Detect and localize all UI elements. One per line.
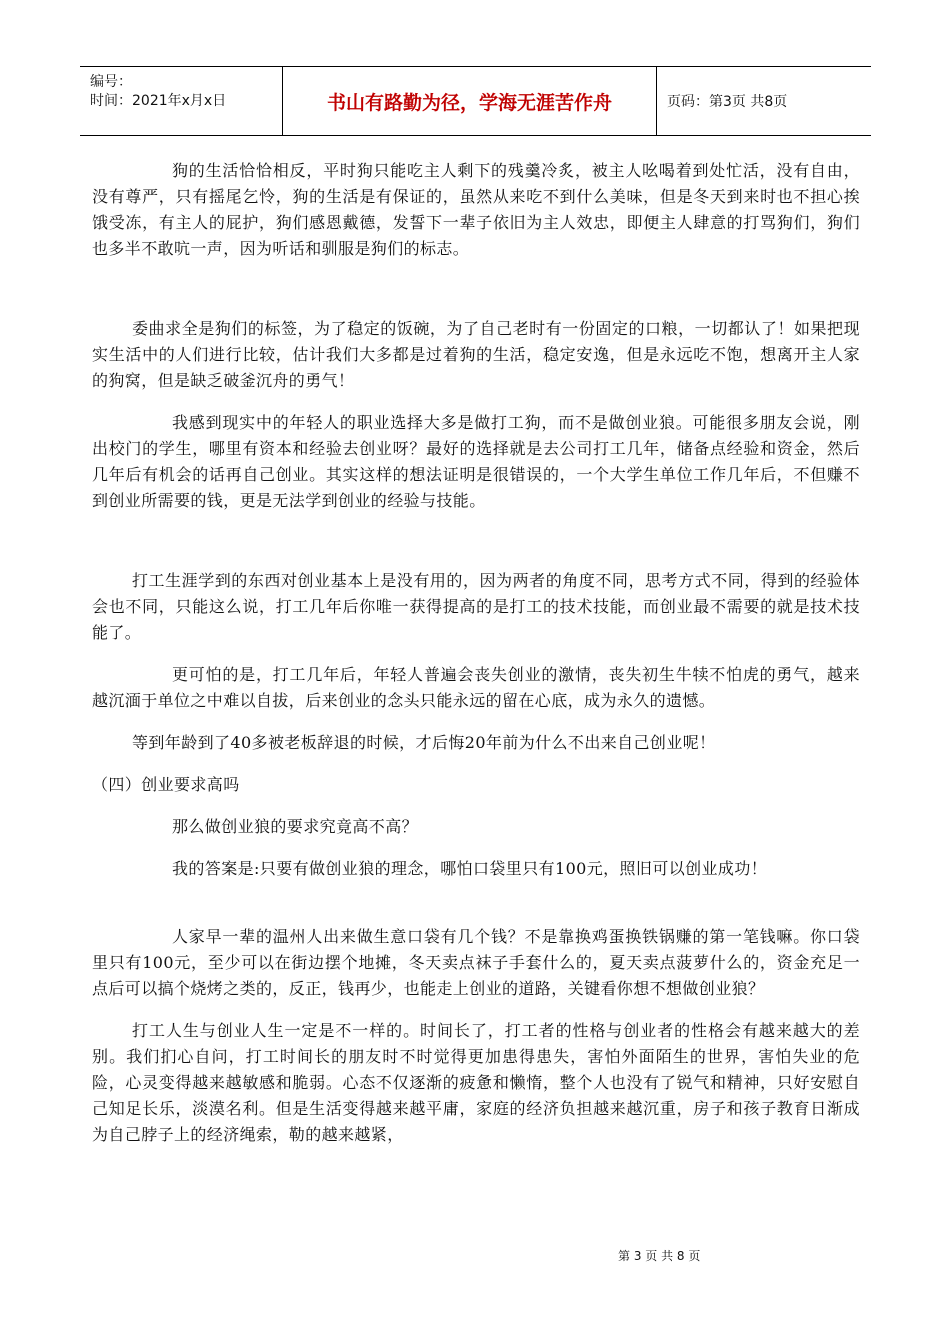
paragraph-5: 更可怕的是，打工几年后，年轻人普遍会丧失创业的激情，丧失初生牛犊不怕虎的勇气，越来越沉湎于单位之中难以自拔，后来创业的念头只能永远的留在心底，成为永久的遗憾。 (92, 665, 860, 710)
footer-page-number: 第 3 页 共 8 页 (618, 1249, 701, 1263)
header-motto: 书山有路勤为径，学海无涯苦作舟 (283, 67, 657, 135)
paragraph-6: 等到年龄到了40多被老板辞退的时候，才后悔20年前为什么不出来自己创业呢！ (132, 733, 716, 752)
section-heading: （四）创业要求高吗 (92, 775, 240, 794)
paragraph-10: 打工人生与创业人生一定是不一样的。时间长了，打工者的性格与创业者的性格会有越来越大的差别。我们扪心自问，打工时间长的朋友时不时觉得更加患得患失，害怕外面陌生的世界，害怕失业的危险，心灵变得越来越敏感和脆弱。心态不仅逐渐的疲惫和懒惰，整个人也没有了锐气和精神，只好安慰自己知足长乐，淡漠名利。但是生活变得越来越平庸，家庭的经济负担越来越沉重，房子和孩子教育日渐成为自己脖子上的经济绳索，勒的越来越紧， (92, 1021, 860, 1144)
paragraph-1: 狗的生活恰恰相反，平时狗只能吃主人剩下的残羹冷炙，被主人吆喝着到处忙活，没有自由，没有尊严，只有摇尾乞怜，狗的生活是有保证的，虽然从来吃不到什么美味，但是冬天到来时也不担心挨饿受冻，有主人的屁护，狗们感恩戴德，发誓下一辈子依旧为主人效忠，即便主人肆意的打骂狗们，狗们也多半不敢吭一声，因为听话和驯服是狗们的标志。 (92, 161, 860, 258)
document-number-label: 编号： (90, 74, 132, 90)
header-page-info: 页码：第3页 共8页 (667, 94, 788, 110)
paragraph-2: 委曲求全是狗们的标签，为了稳定的饭碗，为了自己老时有一份固定的口粮，一切都认了！如果把现实生活中的人们进行比较，估计我们大多都是过着狗的生活，稳定安逸，但是永远吃不饱，想离开主人家的狗窝，但是缺乏破釜沉舟的勇气！ (92, 319, 860, 390)
paragraph-4: 打工生涯学到的东西对创业基本上是没有用的，因为两者的角度不同，思考方式不同，得到的经验体会也不同，只能这么说，打工几年后你唯一获得提高的是打工的技术技能，而创业最不需要的就是技术技能了。 (92, 571, 860, 642)
page-header (80, 66, 871, 136)
paragraph-8: 我的答案是:只要有做创业狼的理念，哪怕口袋里只有100元，照旧可以创业成功！ (172, 859, 768, 878)
paragraph-9: 人家早一辈的温州人出来做生意口袋有几个钱？不是靠换鸡蛋换铁锅赚的第一笔钱嘛。你口袋里只有100元，至少可以在街边摆个地摊，冬天卖点袜子手套什么的，夏天卖点菠萝什么的，资金充足一点后可以搞个烧烤之类的，反正，钱再少，也能走上创业的道路，关键看你想不想做创业狼？ (92, 927, 860, 998)
header-meta-cell (80, 67, 283, 135)
paragraph-7: 那么做创业狼的要求究竟高不高？ (172, 817, 419, 836)
paragraph-3: 我感到现实中的年轻人的职业选择大多是做打工狗，而不是做创业狼。可能很多朋友会说，刚出校门的学生，哪里有资本和经验去创业呀？最好的选择就是去公司打工几年，储备点经验和资金，然后几年后有机会的话再自己创业。其实这样的想法证明是很错误的，一个大学生单位工作几年后，不但赚不到创业所需要的钱，更是无法学到创业的经验与技能。 (92, 413, 860, 510)
document-body (92, 158, 860, 1148)
document-time-label: 时间：2021年x月x日 (90, 93, 227, 109)
